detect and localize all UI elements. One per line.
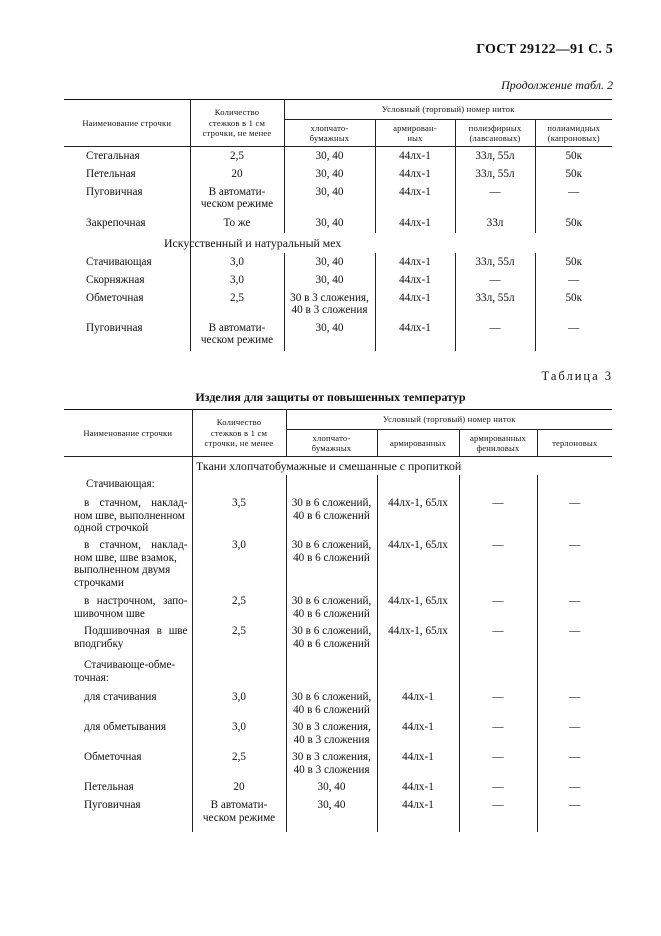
row-name <box>64 625 192 655</box>
subheader-line: хлопчато- <box>312 432 351 443</box>
row-phenyl: — <box>459 799 537 832</box>
row-polyester: — <box>455 183 535 216</box>
col-subheader <box>377 430 459 457</box>
cotton-line: 30, 40 <box>315 273 344 286</box>
cotton-line: 30 в 6 сложений, <box>291 497 372 509</box>
row-reinforced: 44лх-1, 65лх <box>377 625 459 655</box>
row-reinforced: 44лх-1 <box>377 799 459 832</box>
row-stitches <box>192 655 286 691</box>
cotton-line: 40 в 3 сложения <box>291 304 368 316</box>
table-row <box>64 147 612 165</box>
row-polyamide: 50к <box>535 289 612 319</box>
col-subheader <box>375 120 455 147</box>
row-stitches: 2,5 <box>192 595 286 625</box>
row-reinforced: 44лх-1, 65лх <box>377 539 459 595</box>
row-name: Стегальная <box>86 150 140 162</box>
table-3-label: Таблица 3 <box>541 369 613 383</box>
row-reinforced <box>377 475 459 497</box>
row-name: Обметочная <box>86 291 144 304</box>
section-heading <box>196 457 612 476</box>
name-line: одной строчкой <box>74 522 149 534</box>
row-reinforced: 44лх-1 <box>377 751 459 781</box>
name-line: вподгибку <box>74 637 124 650</box>
col-header-stitches-line: Количество <box>214 107 260 118</box>
row-name <box>64 781 192 799</box>
col-header-stitches-line: стежков в 1 см <box>208 117 266 128</box>
stitches-line: ческом режиме <box>200 198 274 210</box>
row-reinforced: 44лх-1 <box>377 691 459 721</box>
name-line: Подшивочная в шве <box>84 625 188 637</box>
row-stitches <box>190 147 284 165</box>
row-polyamide: 50к <box>535 147 612 165</box>
row-cotton <box>286 595 377 625</box>
row-stitches <box>190 271 284 289</box>
row-phenyl: — <box>459 721 537 751</box>
stitches-line: В автомати- <box>208 321 266 334</box>
row-polyester: 33л, 55л <box>455 165 535 183</box>
table-3-body <box>64 475 612 832</box>
col-subheader <box>286 430 377 457</box>
row-name: Стачивающая <box>86 255 152 268</box>
col-subheader <box>459 430 537 457</box>
row-polyester: 33л, 55л <box>455 253 535 271</box>
table-row <box>64 655 612 691</box>
name-line: Обметочная <box>84 751 142 763</box>
row-cotton <box>284 216 375 233</box>
col-subheader <box>537 430 612 457</box>
table-row <box>64 625 612 655</box>
cotton-line: 40 в 6 сложений <box>293 703 370 716</box>
row-phenyl: — <box>459 781 537 799</box>
cotton-line: 30 в 6 сложений, <box>291 691 372 703</box>
row-name: Пуговичная <box>86 321 143 334</box>
row-stitches <box>192 475 286 497</box>
row-reinforced: 44лх-1 <box>375 319 455 351</box>
row-name <box>64 655 192 691</box>
row-cotton <box>286 625 377 655</box>
name-line: в стачном, наклад- <box>84 539 188 551</box>
stitches-line: В автомати- <box>210 799 268 811</box>
stitches-line: 20 <box>231 167 243 180</box>
col-header-name: Наименование строчки <box>64 100 190 147</box>
cotton-line: 30 в 6 сложений, <box>291 539 372 551</box>
row-polyester: 33л, 55л <box>455 147 535 165</box>
name-line: ном шве, шве взамок, <box>74 551 177 564</box>
cotton-line: 30 в 3 сложения, <box>290 291 369 304</box>
name-line: Стачивающе-обме- <box>84 659 176 671</box>
table-row <box>64 319 612 351</box>
name-line: шивочном шве <box>74 607 145 620</box>
row-polyamide: — <box>535 271 612 289</box>
col-header-name: Наименование строчки <box>64 410 192 457</box>
table-row <box>64 595 612 625</box>
cotton-line: 30 в 6 сложений, <box>291 595 372 607</box>
row-stitches <box>192 799 286 832</box>
cotton-line: 40 в 6 сложений <box>293 607 370 620</box>
row-polyamide: — <box>535 319 612 351</box>
row-cotton <box>286 539 377 595</box>
table-row <box>64 183 612 216</box>
row-name <box>64 539 192 595</box>
subheader-line: армированных <box>389 437 447 448</box>
cotton-line: 30, 40 <box>315 185 344 198</box>
row-terlon: — <box>537 781 612 799</box>
subheader-line: (капроновых) <box>547 133 600 143</box>
row-polyester: 33л <box>455 216 535 233</box>
row-terlon: — <box>537 721 612 751</box>
row-stitches <box>190 319 284 351</box>
col-subheader <box>535 120 612 147</box>
row-terlon: — <box>537 691 612 721</box>
row-terlon <box>537 475 612 497</box>
row-cotton <box>284 183 375 216</box>
row-reinforced: 44лх-1 <box>377 721 459 751</box>
cotton-line: 40 в 3 сложения <box>293 763 370 776</box>
table-row <box>64 497 612 539</box>
stitches-line: ческом режиме <box>200 334 274 346</box>
subheader-line: армирован- <box>393 122 437 133</box>
stitches-line: 2,5 <box>230 150 244 162</box>
row-terlon: — <box>537 625 612 655</box>
row-name: Пуговичная <box>86 185 143 198</box>
row-terlon: — <box>537 539 612 595</box>
row-polyester: — <box>455 271 535 289</box>
table-3-title: Изделия для защиты от повышенных температур <box>195 390 466 404</box>
row-cotton <box>286 497 377 539</box>
name-line: Петельная <box>84 781 134 793</box>
table-row <box>64 691 612 721</box>
col-subheader <box>455 120 535 147</box>
row-phenyl: — <box>459 751 537 781</box>
row-phenyl: — <box>459 595 537 625</box>
name-line: Пуговичная <box>84 799 141 811</box>
name-line: ном шве, выполненном <box>74 509 185 522</box>
row-polyamide: 50к <box>535 253 612 271</box>
row-reinforced: 44лх-1 <box>375 271 455 289</box>
row-cotton <box>284 165 375 183</box>
cotton-line: 30 в 3 сложения, <box>292 721 371 733</box>
name-line: в настрочном, запо- <box>84 595 188 607</box>
row-terlon: — <box>537 595 612 625</box>
row-cotton <box>284 147 375 165</box>
row-stitches: 3,0 <box>192 721 286 751</box>
row-cotton <box>286 721 377 751</box>
row-reinforced: 44лх-1 <box>375 216 455 233</box>
cotton-line: 30 в 6 сложений, <box>291 625 372 637</box>
table-row <box>64 781 612 799</box>
row-phenyl: — <box>459 625 537 655</box>
col-header-stitches-line: строчки, не менее <box>202 128 272 139</box>
row-reinforced: 44лх-1, 65лх <box>377 595 459 625</box>
row-phenyl: — <box>459 691 537 721</box>
name-line: строчками <box>74 576 124 589</box>
cotton-line: 30, 40 <box>315 216 344 229</box>
cotton-line: 30, 40 <box>315 167 344 180</box>
row-stitches: 2,5 <box>192 625 286 655</box>
row-stitches <box>190 289 284 319</box>
table-row <box>64 751 612 781</box>
table-row <box>64 165 612 183</box>
name-line: выполненном двумя <box>74 564 171 576</box>
section-heading-text: Искусственный и натуральный мех <box>164 235 342 250</box>
row-cotton: 30, 40 <box>286 781 377 799</box>
stitches-line: 2,5 <box>230 291 244 304</box>
table-row <box>64 216 612 233</box>
row-terlon: — <box>537 497 612 539</box>
subheader-line: полиамидных <box>547 122 601 133</box>
row-terlon: — <box>537 751 612 781</box>
row-name <box>64 595 192 625</box>
col-header-stitches-line: Количество <box>216 417 262 428</box>
row-name <box>64 721 192 751</box>
stitches-line: 3,0 <box>230 255 244 268</box>
col-header-stitches-line: строчки, не менее <box>204 438 274 449</box>
row-stitches <box>190 165 284 183</box>
row-name: Скорняжная <box>86 273 145 286</box>
row-stitches: 3,0 <box>192 691 286 721</box>
row-polyester: — <box>455 319 535 351</box>
row-cotton <box>284 289 375 319</box>
subheader-line: полиэфирных <box>468 122 522 133</box>
cotton-line: 30, 40 <box>315 321 344 334</box>
row-cotton <box>286 751 377 781</box>
row-terlon: — <box>537 799 612 832</box>
subheader-line: хлопчато- <box>310 122 349 133</box>
row-reinforced: 44лх-1, 65лх <box>377 497 459 539</box>
row-cotton: 30, 40 <box>286 799 377 832</box>
col-subheader <box>284 120 375 147</box>
row-stitches <box>190 253 284 271</box>
row-reinforced: 44лх-1 <box>375 253 455 271</box>
row-terlon <box>537 655 612 691</box>
row-cotton <box>286 475 377 497</box>
section-heading-text: Ткани хлопчатобумажные и смешанные с пропиткой <box>196 459 462 473</box>
row-cotton <box>286 691 377 721</box>
row-phenyl: — <box>459 497 537 539</box>
row-reinforced: 44лх-1 <box>375 165 455 183</box>
row-stitches: 20 <box>192 781 286 799</box>
col-header-thread: Условный (торговый) номер ниток <box>286 410 612 430</box>
row-name <box>64 691 192 721</box>
row-stitches <box>190 183 284 216</box>
cotton-line: 40 в 6 сложений <box>293 637 370 650</box>
row-polyamide: — <box>535 183 612 216</box>
col-header-thread: Условный (торговый) номер ниток <box>284 100 612 120</box>
table-row <box>64 271 612 289</box>
col-header-stitches <box>190 100 284 147</box>
row-name <box>64 799 192 832</box>
subheader-line: (лавсановых) <box>469 133 521 143</box>
stitches-line: 3,0 <box>230 273 244 286</box>
name-line: для стачивания <box>84 691 157 703</box>
subheader-line: бумажных <box>311 443 352 453</box>
cotton-line: 30 в 3 сложения, <box>292 751 371 763</box>
table-2 <box>64 99 612 351</box>
subheader-line: терлоновых <box>552 437 598 448</box>
cotton-line: 30, 40 <box>315 255 344 268</box>
name-line: точная: <box>74 671 109 684</box>
row-cotton <box>284 271 375 289</box>
stitches-line: В автомати- <box>208 185 266 198</box>
subheader-line: бумажных <box>309 133 350 143</box>
name-line: Стачивающая: <box>86 478 155 490</box>
row-stitches: 3,0 <box>192 539 286 595</box>
table-row <box>64 475 612 497</box>
table-row <box>64 721 612 751</box>
row-reinforced: 44лх-1 <box>375 183 455 216</box>
row-cotton <box>284 319 375 351</box>
row-polyamide: 50к <box>535 216 612 233</box>
table-row <box>64 289 612 319</box>
stitches-line: ческом режиме <box>202 811 276 824</box>
row-phenyl <box>459 655 537 691</box>
col-header-stitches <box>192 410 286 457</box>
subheader-line: армированных <box>469 432 527 443</box>
cotton-line: 30, 40 <box>315 150 344 162</box>
name-line: для обметывания <box>84 721 167 733</box>
cotton-line: 40 в 6 сложений <box>293 551 370 564</box>
name-line: в стачном, наклад- <box>84 497 188 509</box>
row-name <box>64 475 192 497</box>
row-name <box>64 751 192 781</box>
table-3 <box>64 409 612 476</box>
row-polyester: 33л, 55л <box>455 289 535 319</box>
row-stitches <box>190 216 284 233</box>
cotton-line: 40 в 6 сложений <box>293 509 370 522</box>
row-reinforced: 44лх-1 <box>377 781 459 799</box>
row-phenyl <box>459 475 537 497</box>
row-name: Петельная <box>86 167 136 180</box>
table-row <box>64 253 612 271</box>
row-stitches: 3,5 <box>192 497 286 539</box>
subheader-line: ных <box>407 133 423 143</box>
table-row <box>64 799 612 832</box>
row-reinforced <box>377 655 459 691</box>
row-name <box>64 497 192 539</box>
row-stitches: 2,5 <box>192 751 286 781</box>
section-heading <box>164 233 612 253</box>
row-reinforced: 44лх-1 <box>375 289 455 319</box>
row-cotton <box>284 253 375 271</box>
page-header: ГОСТ 29122—91 С. 5 <box>476 42 613 57</box>
row-phenyl: — <box>459 539 537 595</box>
continuation-note: Продолжение табл. 2 <box>501 78 613 92</box>
col-header-stitches-line: стежков в 1 см <box>210 427 268 438</box>
cotton-line: 40 в 3 сложения <box>293 733 370 746</box>
row-reinforced: 44лх-1 <box>375 147 455 165</box>
row-name: Закрепочная <box>86 216 146 229</box>
table-row <box>64 539 612 595</box>
row-polyamide: 50к <box>535 165 612 183</box>
stitches-line: То же <box>223 216 251 229</box>
subheader-line: фениловых <box>476 443 520 453</box>
row-cotton <box>286 655 377 691</box>
